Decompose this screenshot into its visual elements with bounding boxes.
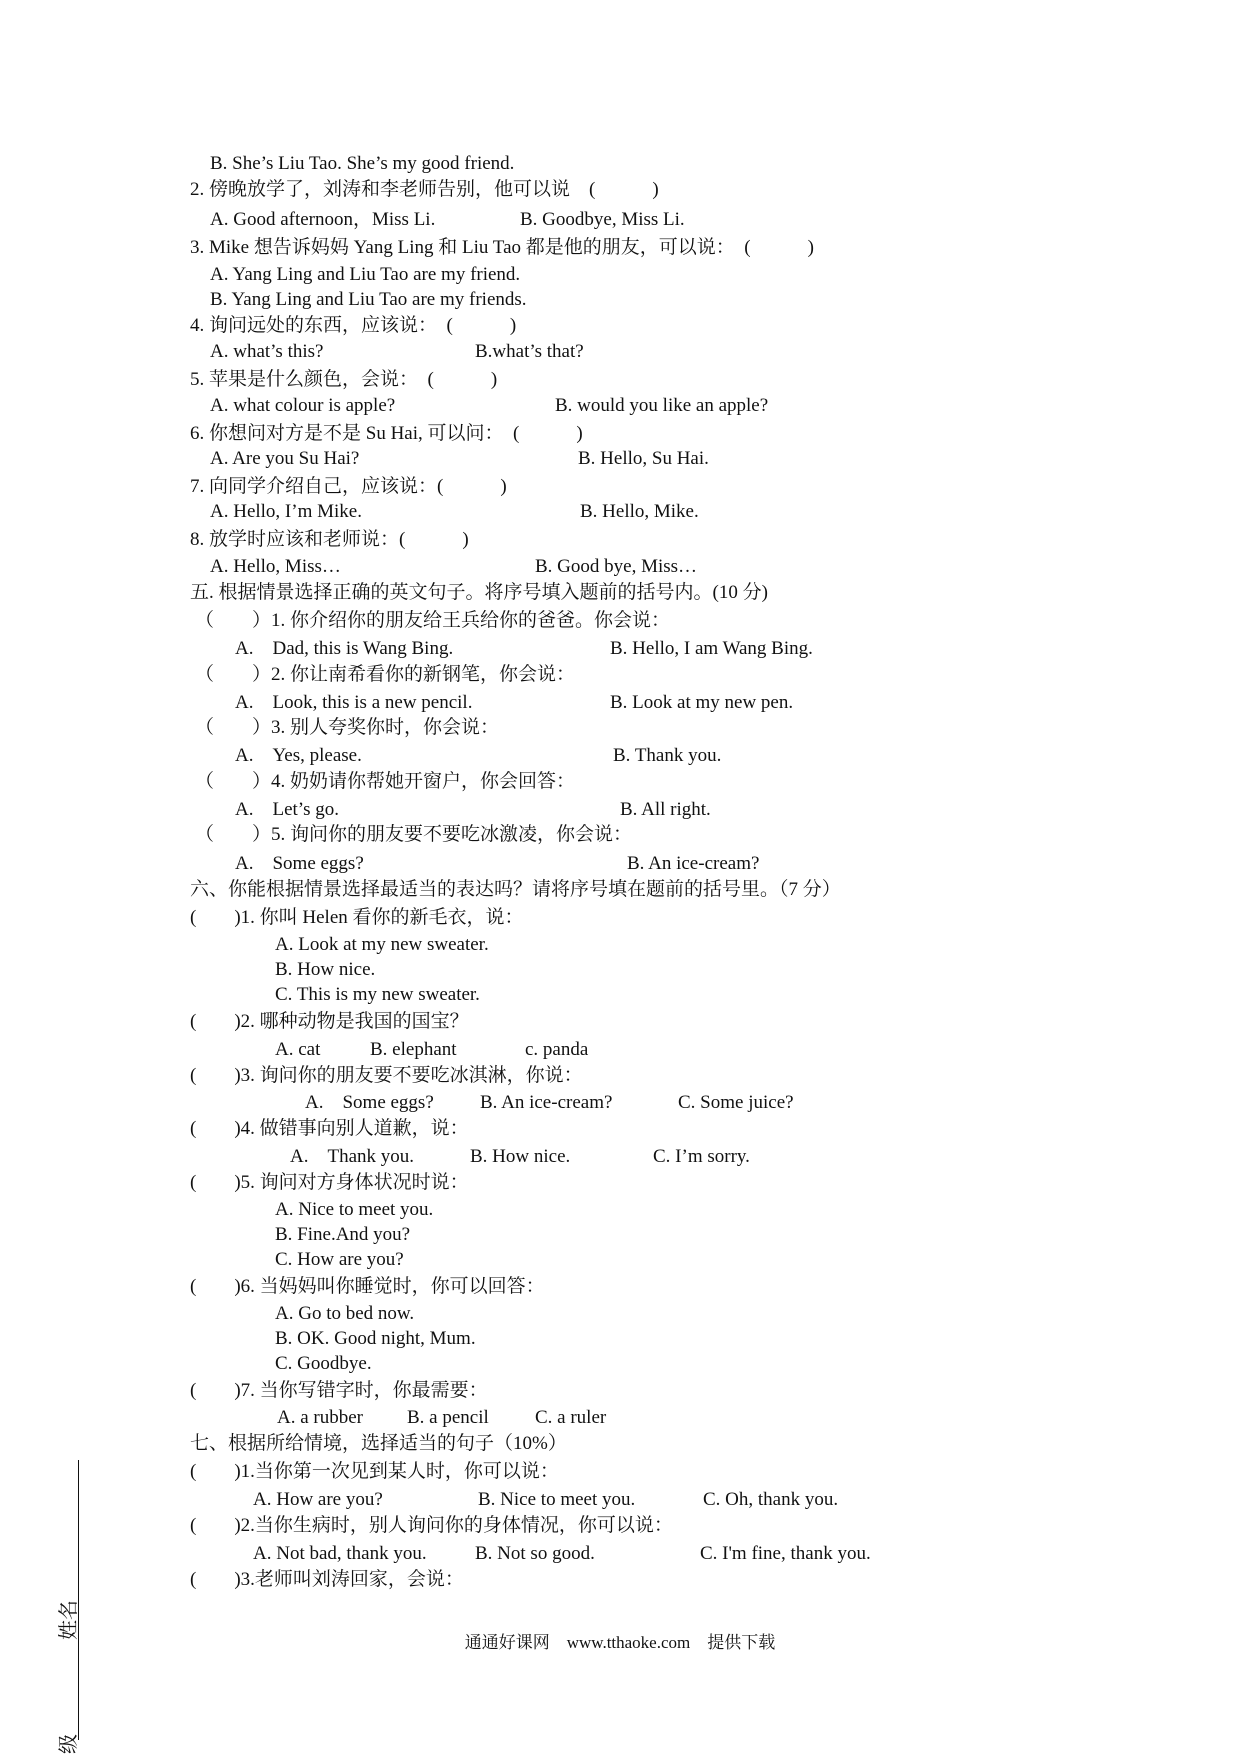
s5-question-4: （ ）4. 奶奶请你帮她开窗户，你会回答： xyxy=(195,771,576,792)
option-b: B. Hello, I am Wang Bing. xyxy=(610,638,813,659)
option-b: B. Hello, Mike. xyxy=(580,501,699,522)
option-a: A. Not bad, thank you. xyxy=(253,1543,427,1564)
s5-question-5: （ ）5. 询问你的朋友要不要吃冰激凌，你会说： xyxy=(195,824,633,845)
section-5-heading: 五. 根据情景选择正确的英文句子。将序号填入题前的括号内。(10 分) xyxy=(190,582,768,603)
option-b: B. How nice. xyxy=(275,959,376,980)
option-b: B. Nice to meet you. xyxy=(478,1489,636,1510)
option-a: A. Hello, Miss… xyxy=(210,556,341,577)
question-7: 7. 向同学介绍自己，应该说：( ) xyxy=(190,476,507,497)
option-c: C. I’m sorry. xyxy=(653,1146,750,1167)
option-b: B. Goodbye, Miss Li. xyxy=(520,209,685,230)
option-c: C. This is my new sweater. xyxy=(275,984,480,1005)
option-a: A. Good afternoon，Miss Li. xyxy=(210,209,436,230)
answer-line: B. She’s Liu Tao. She’s my good friend. xyxy=(210,153,515,174)
option-a: A. Yang Ling and Liu Tao are my friend. xyxy=(210,264,521,285)
page-footer: 通通好课网 www.tthaoke.com 提供下载 xyxy=(464,1633,776,1652)
option-b: B. Yang Ling and Liu Tao are my friends. xyxy=(210,289,527,310)
option-b: B. a pencil xyxy=(407,1407,489,1428)
s7-question-3: ( )3.老师叫刘涛回家，会说： xyxy=(190,1569,464,1590)
option-b: B. would you like an apple? xyxy=(555,395,769,416)
option-b: B. An ice-cream? xyxy=(627,853,760,874)
s6-question-5: ( )5. 询问对方身体状况时说： xyxy=(190,1172,469,1193)
option-b: B. elephant xyxy=(370,1039,457,1060)
option-a: A. Some eggs? xyxy=(235,853,364,874)
section-6-heading: 六、你能根据情景选择最适当的表达吗？请将序号填在题前的括号里。（7 分） xyxy=(190,879,841,900)
s6-question-1: ( )1. 你叫 Helen 看你的新毛衣，说： xyxy=(190,907,524,928)
question-4: 4. 询问远处的东西，应该说： ( ) xyxy=(190,315,517,336)
option-a: A. How are you? xyxy=(253,1489,383,1510)
option-b: B. Fine.And you? xyxy=(275,1224,411,1245)
option-a: A. Nice to meet you. xyxy=(275,1199,434,1220)
name-field-label: 姓名 xyxy=(58,1600,80,1640)
option-a: A. Some eggs? xyxy=(305,1092,434,1113)
s6-question-7: ( )7. 当你写错字时，你最需要： xyxy=(190,1380,488,1401)
s6-question-3: ( )3. 询问你的朋友要不要吃冰淇淋，你说： xyxy=(190,1065,583,1086)
question-3: 3. Mike 想告诉妈妈 Yang Ling 和 Liu Tao 都是他的朋友，可以说： ( ) xyxy=(190,237,814,258)
option-a: A. Go to bed now. xyxy=(275,1303,415,1324)
option-b: B. All right. xyxy=(620,799,711,820)
option-b: B. Good bye, Miss… xyxy=(535,556,698,577)
option-b: B. Look at my new pen. xyxy=(610,692,794,713)
option-c: C. Oh, thank you. xyxy=(703,1489,839,1510)
option-c: c. panda xyxy=(525,1039,589,1060)
option-a: A. Look, this is a new pencil. xyxy=(235,692,473,713)
option-b: B. Not so good. xyxy=(475,1543,595,1564)
option-c: C. Some juice? xyxy=(678,1092,794,1113)
s6-question-6: ( )6. 当妈妈叫你睡觉时，你可以回答： xyxy=(190,1276,545,1297)
s7-question-2: ( )2.当你生病时，别人询问你的身体情况，你可以说： xyxy=(190,1515,673,1536)
option-c: C. I'm fine, thank you. xyxy=(700,1543,871,1564)
option-b: B. How nice. xyxy=(470,1146,571,1167)
question-6: 6. 你想问对方是不是 Su Hai, 可以问： ( ) xyxy=(190,423,583,444)
option-a: A. Yes, please. xyxy=(235,745,362,766)
s5-question-1: （ ）1. 你介绍你的朋友给王兵给你的爸爸。你会说： xyxy=(195,610,671,631)
option-a: A. a rubber xyxy=(277,1407,363,1428)
option-a: A. cat xyxy=(275,1039,321,1060)
question-5: 5. 苹果是什么颜色，会说： ( ) xyxy=(190,369,498,390)
section-7-heading: 七、根据所给情境，选择适当的句子（10%） xyxy=(190,1433,567,1454)
option-b: B.what’s that? xyxy=(475,341,584,362)
option-c: C. a ruler xyxy=(535,1407,607,1428)
option-a: A. Hello, I’m Mike. xyxy=(210,501,362,522)
s7-question-1: ( )1.当你第一次见到某人时，你可以说： xyxy=(190,1461,559,1482)
option-a: A. Dad, this is Wang Bing. xyxy=(235,638,454,659)
option-b: B. An ice-cream? xyxy=(480,1092,613,1113)
question-2: 2. 傍晚放学了，刘涛和李老师告别，他可以说 ( ) xyxy=(190,179,659,200)
option-a: A. what’s this? xyxy=(210,341,324,362)
option-c: C. How are you? xyxy=(275,1249,404,1270)
option-b: B. Hello, Su Hai. xyxy=(578,448,709,469)
s6-question-2: ( )2. 哪种动物是我国的国宝？ xyxy=(190,1011,469,1032)
s6-question-4: ( )4. 做错事向别人道歉，说： xyxy=(190,1118,469,1139)
option-a: A. Look at my new sweater. xyxy=(275,934,489,955)
option-c: C. Goodbye. xyxy=(275,1353,372,1374)
option-b: B. OK. Good night, Mum. xyxy=(275,1328,476,1349)
option-a: A. what colour is apple? xyxy=(210,395,396,416)
class-field-label: 级 xyxy=(58,1734,80,1754)
s5-question-3: （ ）3. 别人夸奖你时，你会说： xyxy=(195,717,500,738)
option-b: B. Thank you. xyxy=(613,745,722,766)
s5-question-2: （ ）2. 你让南希看你的新钢笔，你会说： xyxy=(195,664,576,685)
question-8: 8. 放学时应该和老师说：( ) xyxy=(190,529,469,550)
option-a: A. Are you Su Hai? xyxy=(210,448,360,469)
option-a: A. Let’s go. xyxy=(235,799,339,820)
option-a: A. Thank you. xyxy=(290,1146,415,1167)
